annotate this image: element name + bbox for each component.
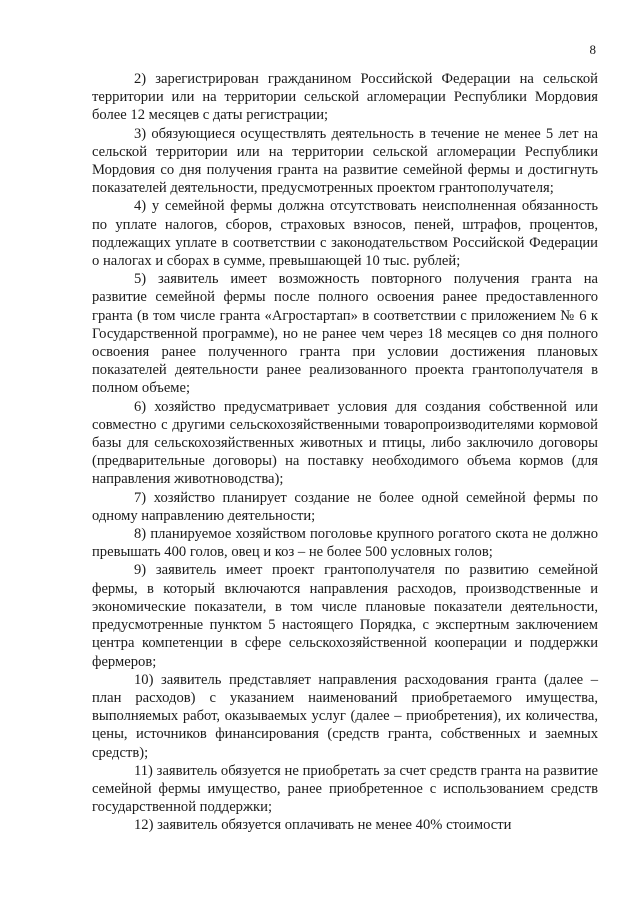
- paragraph-item-10: 10) заявитель представляет направления расходования гранта (далее – план расходов) с указанием наименований приобретаемого имущества, выполняемых работ, оказываемых услуг (далее – приобретения), их количества, цены, источников финансирования (средств гранта, собственных и заемных средств);: [92, 671, 598, 761]
- paragraph-item-2: 2) зарегистрирован гражданином Российской Федерации на сельской территории или на территории сельской агломерации Республики Мордовия более 12 месяцев с даты регистрации;: [92, 71, 598, 124]
- paragraph-item-3: 3) обязующиеся осуществлять деятельность в течение не менее 5 лет на сельской территории или на территории сельской агломерации Республики Мордовия со дня получения гранта на развитие семейной фермы и достигнуть показателей деятельности, предусмотренных проектом грантополучателя;: [92, 125, 598, 197]
- paragraph-item-9: 9) заявитель имеет проект грантополучателя по развитию семейной фермы, в который включаются направления расходов, производственные и экономические показатели, в том числе плановые показатели деятельности, предусмотренные пунктом 5 настоящего Порядка, с экспертным заключением центра компетенции в сфере сельскохозяйственной кооперации и поддержки фермеров;: [92, 562, 598, 670]
- paragraph-item-7: 7) хозяйство планирует создание не более одной семейной фермы по одному направлению деятельности;: [92, 489, 598, 524]
- paragraph-item-12: 12) заявитель обязуется оплачивать не менее 40% стоимости: [134, 817, 512, 834]
- page-number: 8: [589, 42, 596, 57]
- document-body: [92, 70, 598, 835]
- paragraph-item-6: 6) хозяйство предусматривает условия для создания собственной или совместно с другими сельскохозяйственными товаропроизводителями кормовой базы для сельскохозяйственных животных и птицы, либо заключило договоры (предварительные договоры) на поставку необходимого объема кормов (для направления животноводства);: [92, 398, 598, 488]
- paragraph-item-11: 11) заявитель обязуется не приобретать за счет средств гранта на развитие семейной фермы имущество, ранее приобретенное с использованием средств государственной поддержки;: [92, 762, 598, 816]
- paragraph-item-8: 8) планируемое хозяйством поголовье крупного рогатого скота не должно превышать 400 голов, овец и коз – не более 500 условных голов;: [92, 526, 598, 561]
- paragraph-item-4: 4) у семейной фермы должна отсутствовать неисполненная обязанность по уплате налогов, сборов, страховых взносов, пеней, штрафов, процентов, подлежащих уплате в соответствии с законодательством Российской Федерации о налогах и сборах в сумме, превышающей 10 тыс. рублей;: [92, 198, 598, 270]
- paragraph-item-5: 5) заявитель имеет возможность повторного получения гранта на развитие семейной фермы после полного освоения ранее предоставленного гранта (в том числе гранта «Агростартап» в соответствии с приложением № 6 к Государственной программе), но не ранее чем через 18 месяцев со дня полного освоения ранее полученного гранта при условии достижения плановых показателей деятельности ранее реализованного проекта грантополучателя в полном объеме;: [92, 271, 598, 397]
